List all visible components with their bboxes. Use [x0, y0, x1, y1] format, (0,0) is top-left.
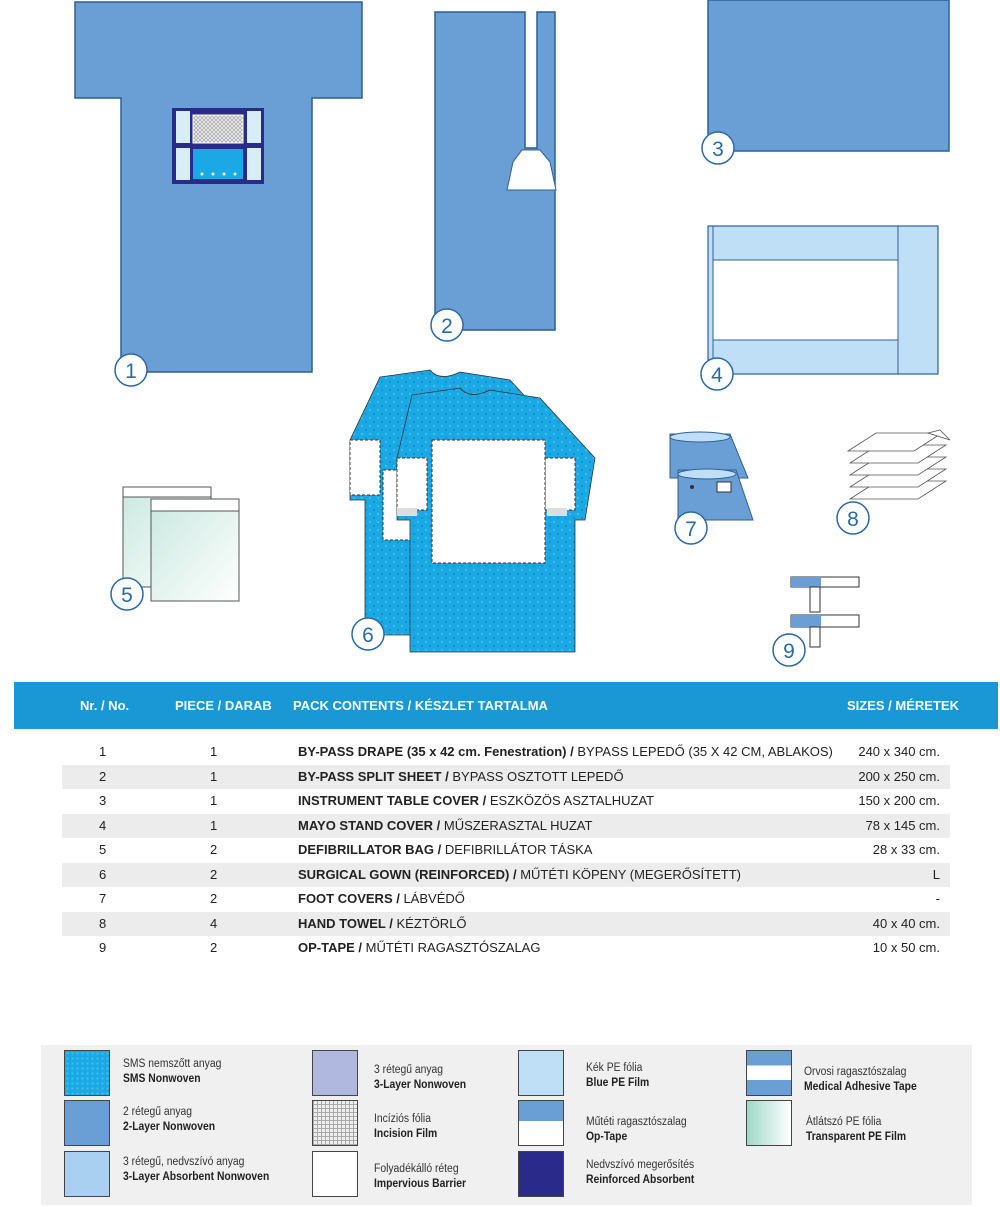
cell-contents-bold: MAYO STAND COVER /: [298, 817, 441, 833]
cell-contents: [298, 940, 540, 955]
legend-label-3-layer: [374, 1063, 466, 1093]
item-number-7-label: 7: [685, 518, 697, 541]
table-row: [62, 887, 950, 912]
legend-en: 3-Layer Nonwoven: [374, 1079, 467, 1091]
cell-contents-normal: BYPASS OSZTOTT LEPEDŐ: [448, 768, 624, 784]
table-row: [62, 740, 950, 765]
cell-contents-normal: MŰSZERASZTAL HUZAT: [440, 817, 593, 833]
cell-contents-normal: KÉZTÖRLŐ: [392, 915, 467, 931]
swatch-transparent-pe-film: [746, 1100, 792, 1146]
legend-en: Medical Adhesive Tape: [804, 1081, 917, 1093]
cell-contents-bold: SURGICAL GOWN (REINFORCED) /: [298, 866, 517, 882]
split-sheet: [435, 12, 556, 330]
cell-size: 200 x 250 cm.: [858, 768, 940, 784]
cell-nr: 3: [99, 793, 107, 808]
legend-en: 3-Layer Absorbent Nonwoven: [123, 1171, 270, 1183]
legend-hu: Nedvszívó megerősítés: [586, 1159, 695, 1171]
table-row: [62, 814, 950, 839]
cell-contents: [298, 769, 624, 784]
instrument-table-cover: [708, 0, 949, 151]
cell-contents-normal: BYPASS LEPEDŐ (35 X 42 CM, ABLAKOS): [573, 744, 833, 759]
table-row: [62, 838, 950, 863]
cell-nr: 5: [99, 842, 107, 857]
legend-label-reinforced-absorbent: [586, 1158, 694, 1188]
cell-nr: 7: [99, 891, 107, 906]
cell-contents-bold: BY-PASS DRAPE (35 x 42 cm. Fenestration) /: [298, 744, 574, 759]
cell-nr: 2: [99, 768, 107, 784]
pack-contents-table: [62, 740, 950, 961]
cell-contents: [298, 744, 833, 759]
swatch-medical-adhesive-tape: [746, 1050, 792, 1096]
legend-hu: Kék PE fólia: [586, 1062, 643, 1074]
legend-label-op-tape: [586, 1115, 687, 1145]
legend-en: 2-Layer Nonwoven: [123, 1121, 216, 1133]
cell-nr: 4: [99, 817, 107, 833]
cell-nr: 1: [99, 744, 107, 759]
foot-covers: [670, 432, 753, 520]
legend-label-transparent-pe-film: [806, 1115, 906, 1145]
swatch-2-layer: [64, 1100, 110, 1146]
legend-hu: SMS nemszőtt anyag: [123, 1058, 222, 1070]
cell-nr: 6: [99, 866, 107, 882]
cell-contents-normal: MŰTÉTI RAGASZTÓSZALAG: [362, 940, 541, 955]
table-row: [62, 789, 950, 814]
op-tape: [791, 577, 859, 647]
cell-nr: 8: [99, 915, 107, 931]
cell-contents: [298, 793, 654, 808]
legend-label-incision-film: [374, 1112, 437, 1142]
item-number-6-label: 6: [362, 624, 374, 647]
legend-en: Transparent PE Film: [806, 1131, 907, 1143]
cell-contents-normal: DEFIBRILLÁTOR TÁSKA: [441, 842, 593, 857]
header-contents: PACK CONTENTS / KÉSZLET TARTALMA: [293, 698, 548, 713]
cell-piece: 1: [210, 817, 218, 833]
surgical-gowns: [350, 370, 595, 652]
legend-label-2-layer: [123, 1105, 215, 1135]
table-header: [14, 682, 998, 729]
swatch-sms: [64, 1050, 110, 1096]
hand-towels: [848, 430, 950, 499]
cell-size: 240 x 340 cm.: [858, 744, 940, 759]
cell-contents: [298, 867, 741, 882]
legend-en: Reinforced Absorbent: [586, 1174, 695, 1186]
cell-contents: [298, 818, 592, 833]
swatch-3-layer: [312, 1050, 358, 1096]
legend-en: Incision Film: [374, 1128, 438, 1140]
cell-piece: 1: [210, 793, 218, 808]
cell-piece: 2: [210, 842, 218, 857]
cell-size: 78 x 145 cm.: [865, 817, 940, 833]
cell-size: 28 x 33 cm.: [872, 842, 940, 857]
legend-label-3-layer-absorbent: [123, 1155, 269, 1185]
cell-size: 150 x 200 cm.: [858, 793, 940, 808]
cell-contents-bold: BY-PASS SPLIT SHEET /: [298, 768, 449, 784]
cell-piece: 1: [210, 744, 218, 759]
cell-piece: 2: [210, 866, 218, 882]
legend-hu: 3 rétegű, nedvszívó anyag: [123, 1156, 245, 1168]
cell-contents-bold: INSTRUMENT TABLE COVER /: [298, 793, 487, 808]
item-number-2-label: 2: [441, 315, 453, 338]
item-number-5-label: 5: [121, 584, 133, 607]
cell-size: 40 x 40 cm.: [872, 915, 940, 931]
header-nr: Nr. / No.: [80, 698, 130, 713]
bypass-drape: [75, 2, 362, 372]
table-row: [62, 765, 950, 790]
swatch-reinforced-absorbent: [518, 1151, 564, 1197]
swatch-3-layer-absorbent: [64, 1151, 110, 1197]
cell-size: 10 x 50 cm.: [872, 940, 940, 955]
item-number-8-label: 8: [847, 508, 859, 531]
cell-piece: 2: [210, 891, 218, 906]
legend-label-blue-pe-film: [586, 1061, 649, 1091]
legend-label-medical-adhesive-tape: [804, 1065, 917, 1095]
legend-en: Op-Tape: [586, 1131, 628, 1143]
cell-contents: [298, 916, 467, 931]
cell-piece: 2: [210, 940, 218, 955]
cell-contents-bold: DEFIBRILLATOR BAG /: [298, 842, 442, 857]
material-legend: [41, 1045, 972, 1205]
cell-piece: 4: [210, 915, 218, 931]
legend-en: SMS Nonwoven: [123, 1073, 201, 1085]
legend-hu: 3 rétegű anyag: [374, 1064, 444, 1076]
header-sizes: SIZES / MÉRETEK: [847, 698, 959, 713]
header-piece: PIECE / DARAB: [175, 698, 272, 713]
swatch-blue-pe-film: [518, 1050, 564, 1096]
table-row: [62, 863, 950, 888]
legend-label-impervious-barrier: [374, 1162, 466, 1192]
cell-size: -: [935, 891, 940, 906]
table-row: [62, 912, 950, 937]
legend-en: Blue PE Film: [586, 1077, 650, 1089]
swatch-impervious-barrier: [312, 1151, 358, 1197]
legend-en: Impervious Barrier: [374, 1178, 467, 1190]
table-row: [62, 936, 950, 961]
legend-hu: Műtéti ragasztószalag: [586, 1116, 687, 1128]
cell-contents: [298, 842, 592, 857]
item-number-4-label: 4: [711, 364, 723, 387]
cell-contents-normal: LÁBVÉDŐ: [399, 891, 465, 906]
cell-piece: 1: [210, 768, 218, 784]
cell-contents: [298, 891, 465, 906]
cell-nr: 9: [99, 940, 107, 955]
legend-hu: Átlátszó PE fólia: [806, 1116, 882, 1128]
mayo-stand-cover: [708, 226, 938, 374]
item-number-9-label: 9: [783, 640, 795, 663]
cell-contents-bold: OP-TAPE /: [298, 940, 363, 955]
cell-contents-normal: MŰTÉTI KÖPENY (MEGERŐSÍTETT): [516, 866, 741, 882]
cell-contents-normal: ESZKÖZÖS ASZTALHUZAT: [486, 793, 655, 808]
defibrillator-bags: [123, 487, 239, 601]
legend-label-sms: [123, 1057, 221, 1087]
cell-size: L: [932, 866, 940, 882]
legend-hu: Incíziós fólia: [374, 1113, 431, 1125]
item-number-1-label: 1: [125, 360, 137, 383]
legend-hu: Folyadékálló réteg: [374, 1163, 459, 1175]
cell-contents-bold: HAND TOWEL /: [298, 915, 393, 931]
item-number-3-label: 3: [712, 138, 724, 161]
legend-hu: Orvosi ragasztószalag: [804, 1066, 907, 1078]
legend-hu: 2 rétegű anyag: [123, 1106, 193, 1118]
swatch-op-tape: [518, 1100, 564, 1146]
swatch-incision-film: [312, 1100, 358, 1146]
cell-contents-bold: FOOT COVERS /: [298, 891, 400, 906]
